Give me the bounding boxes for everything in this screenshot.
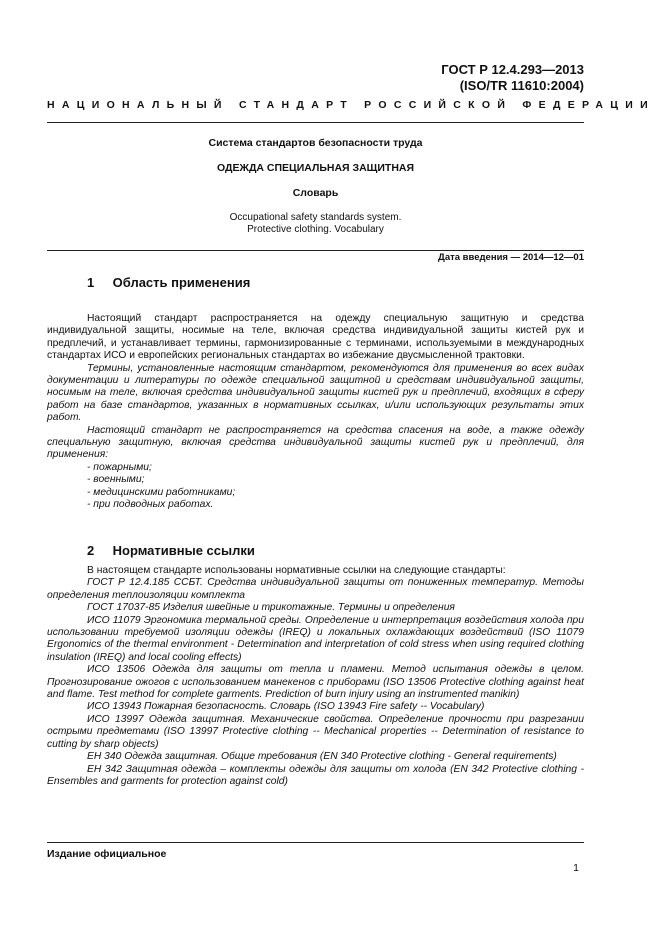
section-1-paragraph-1: Настоящий стандарт распространяется на одежду специальную защитную и средства индивидуальной защиты, носимые на теле, включая средства индивидуальной защиты кистей рук и предплечий, и устанавливает термины, гармонизированные с терминами, используемыми в международных стандартах ИСО и европейских региональных стандартах во избежание двусмысленной трактовки.: [47, 313, 584, 362]
exclusion-list: [47, 462, 584, 512]
page-number: 1: [573, 862, 579, 874]
list-item: - пожарными;: [87, 461, 152, 473]
normative-reference: ГОСТ Р 12.4.185 ССБТ. Средства индивидуальной защиты от пониженных температур. Методы определения теплоизоляции комплекта: [47, 577, 584, 601]
english-title-line1: Occupational safety standards system.: [229, 212, 402, 223]
normative-reference: ИСО 13943 Пожарная безопасность. Словарь (ISO 13943 Fire safety -- Vocabulary): [87, 701, 485, 713]
normative-reference: ИСО 13506 Одежда для защиты от тепла и пламени. Метод испытания одежды в целом. Прогнозирование ожогов с использованием манекенов с приборами (ISO 13506 Protective clothing against heat and flame. Test method for complete garments. Prediction of burn injury using an instrumented manikin): [47, 664, 584, 701]
date-divider: [47, 250, 584, 251]
section-1-heading: [87, 275, 250, 290]
normative-reference: ИСО 13997 Одежда защитная. Механические свойства. Определение прочности при разрезании острыми предметами (ISO 13997 Protective clothing -- Mechanical properties -- Determination of resistance to cutting by sharp objects): [47, 713, 584, 750]
section-2-heading: [87, 543, 255, 558]
edition-label: Издание официальное: [47, 848, 167, 860]
section-2-number: 2: [87, 543, 95, 558]
section-1-paragraph-2: Термины, установленные настоящим стандартом, рекомендуются для применения во всех видах документации и литературы по одежде специальной защитной и средствам индивидуальной защиты, носимым на теле, включая средства индивидуальной защиты кистей рук и предплечий, входящих в сферу работ на базе стандартов, указанных в нормативных ссылках, и/или использующих результаты этих работ.: [47, 362, 584, 424]
footer-divider: [47, 842, 584, 843]
normative-reference: ЕН 340 Одежда защитная. Общие требования (EN 340 Protective clothing - General requirements): [87, 751, 557, 763]
list-item: - медицинскими работниками;: [87, 486, 236, 498]
header-divider: [47, 122, 584, 123]
section-1-body: [47, 313, 584, 512]
section-1-number: 1: [87, 275, 95, 290]
national-standard-title: НАЦИОНАЛЬНЫЙ СТАНДАРТ РОССИЙСКОЙ ФЕДЕРАЦИИ: [47, 99, 655, 111]
normative-reference: ГОСТ 17037-85 Изделия швейные и трикотажные. Термины и определения: [87, 602, 455, 614]
english-title-line2: Protective clothing. Vocabulary: [247, 224, 384, 235]
section-1-title: Область применения: [112, 275, 251, 290]
section-1-paragraph-3: Настоящий стандарт не распространяется на средства спасения на воде, а также одежду специальную защитную, включая средства индивидуальной защиты кистей рук и предплечий, для применения:: [47, 424, 584, 461]
section-2-intro: В настоящем стандарте использованы нормативные ссылки на следующие стандарты:: [87, 565, 506, 576]
iso-code: (ISO/TR 11610:2004): [459, 78, 584, 93]
english-title: [47, 212, 584, 236]
list-item: - военными;: [87, 474, 145, 486]
normative-reference: ИСО 11079 Эргономика термальной среды. Определение и интерпретация воздействия холода при использовании требуемой изоляции одежды (IREQ) и локальных охлаждающих воздействий (ISO 11079 Ergonomics of the thermal environment - Determination and interpretation of cold stress when using required clothing insulation (IREQ) and local cooling effects): [47, 614, 584, 663]
standard-designation: [441, 62, 584, 94]
section-2-body: [47, 565, 584, 788]
list-item: - при подводных работах.: [87, 499, 214, 511]
section-2-title: Нормативные ссылки: [112, 543, 255, 558]
introduction-date: Дата введения — 2014—12—01: [438, 252, 584, 263]
document-title: ОДЕЖДА СПЕЦИАЛЬНАЯ ЗАЩИТНАЯ: [216, 162, 415, 174]
system-title: Система стандартов безопасности труда: [208, 137, 423, 149]
standard-code: ГОСТ Р 12.4.293—2013: [441, 62, 584, 77]
document-subtitle: Словарь: [292, 187, 339, 199]
normative-reference: ЕН 342 Защитная одежда – комплекты одежды для защиты от холода (EN 342 Protective clothing - Ensembles and garments for protection against cold): [47, 763, 584, 787]
